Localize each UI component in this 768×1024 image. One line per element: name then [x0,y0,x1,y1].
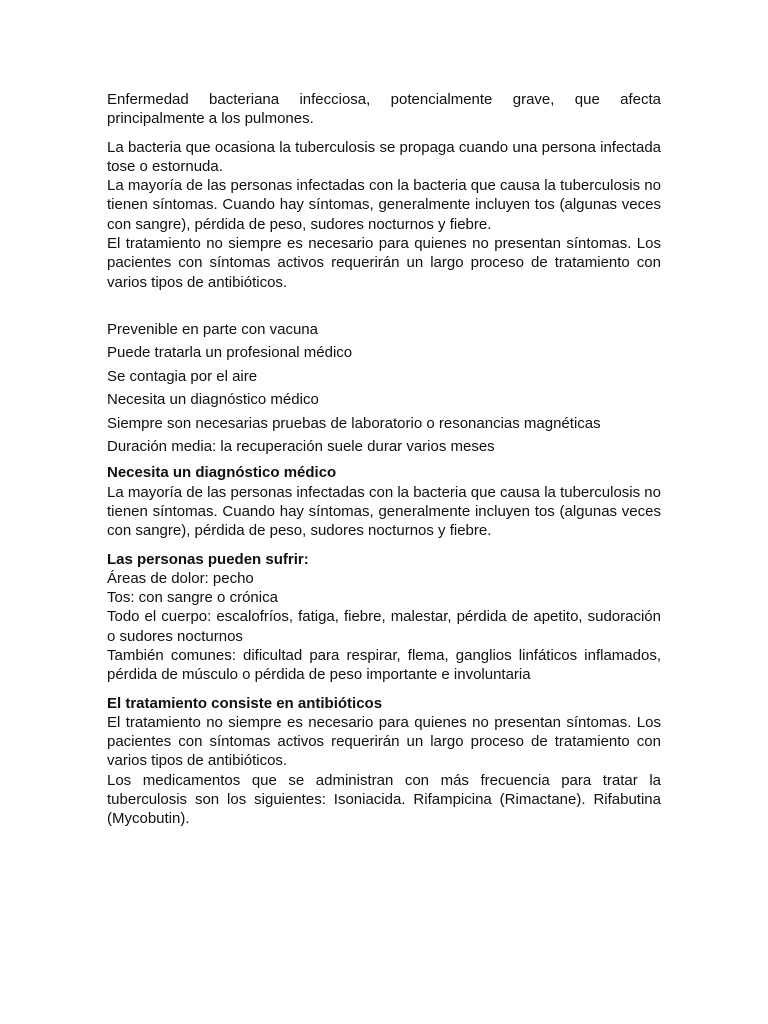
symptom-line: Tos: con sangre o crónica [107,589,278,607]
fact-item: Siempre son necesarias pruebas de laboratorio o resonancias magnéticas [107,414,601,432]
symptom-line: También comunes: dificultad para respirar, flema, ganglios linfáticos inflamados, pérdida de músculo o pérdida de peso importante e involuntaria [107,646,661,684]
fact-item: Puede tratarla un profesional médico [107,344,353,362]
intro-paragraph: Enfermedad bacteriana infecciosa, potencialmente grave, que afecta principalmente a los pulmones. [107,91,661,128]
section-text: La mayoría de las personas infectadas con la bacteria que causa la tuberculosis no tienen síntomas. Cuando hay síntomas, generalmente incluyen tos (algunas veces con sangre), pérdida de peso, sudores nocturnos y fiebre. [107,483,661,540]
symptom-line: Áreas de dolor: pecho [107,569,254,587]
paragraph-asymptomatic: La mayoría de las personas infectadas con la bacteria que causa la tuberculosis no tienen síntomas. Cuando hay síntomas, generalmente incluyen tos (algunas veces con sangre), pérdida de peso, sudores nocturnos y fiebre. [107,177,661,233]
paragraph-treatment: El tratamiento no siempre es necesario para quienes no presentan síntomas. Los pacientes con síntomas activos requerirán un largo proceso de tratamiento con varios tipos de antibióticos. [107,235,661,291]
section-text: Los medicamentos que se administran con más frecuencia para tratar la tuberculosis son los siguientes: Isoniacida. Rifampicina (Rimactane). Rifabutina (Mycobutin). [107,771,661,828]
section-heading: Necesita un diagnóstico médico [107,464,337,482]
section-heading: El tratamiento consiste en antibióticos [107,694,383,712]
section-text: El tratamiento no siempre es necesario para quienes no presentan síntomas. Los pacientes con síntomas activos requerirán un largo proceso de tratamiento con varios tipos de antibióticos. [107,713,661,770]
symptom-line: Todo el cuerpo: escalofríos, fatiga, fiebre, malestar, pérdida de apetito, sudoración o sudores nocturnos [107,608,661,645]
section-heading: Las personas pueden sufrir: [107,550,309,568]
facts-list [107,318,661,458]
section-diagnosis [107,463,661,540]
fact-item: Necesita un diagnóstico médico [107,391,319,409]
spacer [107,292,661,318]
paragraph-spread: La bacteria que ocasiona la tuberculosis se propaga cuando una persona infectada tose o estornuda. [107,138,661,175]
document-page [107,90,661,829]
section-treatment [107,694,661,829]
section-symptoms [107,550,661,685]
fact-item: Se contagia por el aire [107,367,258,385]
fact-item: Prevenible en parte con vacuna [107,320,318,338]
fact-item: Duración media: la recuperación suele durar varios meses [107,437,495,455]
